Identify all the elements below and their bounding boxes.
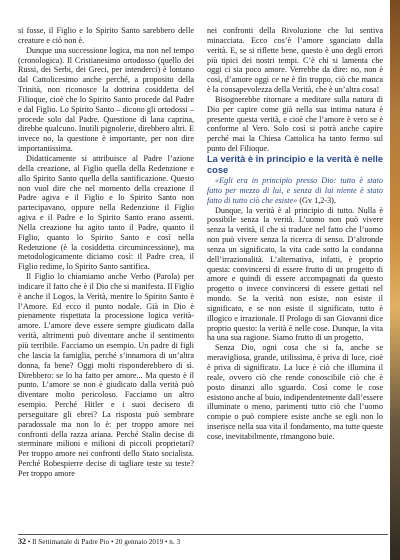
page-footer xyxy=(18,534,388,546)
right-column xyxy=(207,26,383,442)
paragraph: Il Figlio lo chiamiamo anche Verbo (Parola) per indicare il fatto che è il Dio che si manifesta. Il Figlio è anche il Logos, la Verità, mentre lo Spirito Santo è l’Amore. Ed ecco il punto nodale. Già in Dio è pienamente rispettata la processione logica verità-amore. L’amore deve essere sempre giudicato dalla verità, altrimenti può diventare anche il sentimento più terribile. Facciamo un esempio. Un padre di figli che lascia la famiglia, perché s’innamora di un’altra donna, fa bene? Oggi molti risponderebbero di sì. Direbbero: se lo ha fatto per amore... Ma questo è il punto. L’amore se non è giudicato dalla verità può diventare molto pericoloso. Facciamo un altro esempio. Perché Hitler e i suoi decisero di perseguitare gli ebrei? La risposta può sembrare paradossale ma non lo è: per troppo amore nei confronti della razza ariana. Perché Stalin decise di sterminare milioni e milioni di piccoli proprietari? Per troppo amore nei confronti dello Stato socialista. Perché Robespierre decise di tagliare teste su teste? Per troppo amore xyxy=(18,272,194,478)
paragraph: Didatticamente si attribuisce al Padre l’azione della creazione, al Figlio quella della Redenzione e allo Spirito Santo quella della santificazione. Questo non vuol dire che nel momento della creazione il Padre agiva e il Figlio e lo Spirito Santo non partecipavano, oppure nella Redenzione il Figlio agiva e il Padre e lo Spirito Santo erano assenti. Nella creazione ha agito tanto il Padre, quanto il Figlio, quanto lo Spirito Santo e così nella Redenzione (è la cosiddetta circumincessione), ma metodologicamente diciamo così: il Padre crea, il Figlio redime, lo Spirito Santo santifica. xyxy=(18,153,194,272)
paragraph: Dunque una successione logica, ma non nel tempo (cronologica). Il Cristianesimo ortodosso (quello dei Russi, dei Serbi, dei Greci, per intenderci) è lontano dal Cattolicesimo anche perché, a proposito della Trinità, non riconosce la dottrina cosiddetta del Filioque, cioè che lo Spirito Santo procede dal Padre e dal Figlio. Lo Spirito Santo – dicono gli ortodossi – procede solo dal Padre. Questione di lana caprina, direbbe qualcuno. Inutili pignolerie, direbbero altri. E invece no, la questione è importante, per non dire importantissima. xyxy=(18,45,194,154)
decorative-photo-strip xyxy=(390,0,400,560)
left-column xyxy=(18,26,194,479)
scripture-quote xyxy=(207,176,383,206)
section-heading: La verità è in principio e la verità è nelle cose xyxy=(207,153,383,175)
paragraph: si fosse, il Figlio e lo Spirito Santo sarebbero delle creature e ciò non è. xyxy=(18,26,194,45)
paragraph: Dunque, la verità è al principio di tutto. Nulla è possibile senza la verità. L’uomo non può vivere senza la verità, il che si traduce nel fatto che l’uomo non può vivere senza la ricerca di senso. D’altronde senza un significato, la vita cade sotto la condanna dell’irrazionalità. L’alternativa, infatti, è proprio questa: convincersi di essere frutto di un progetto di amore e quindi di essere accompagnati da questo progetto o invece convincersi di essere gettati nel mondo. Se la verità non esiste, non esiste il significato, e se non esiste il significato, tutto è illogico e irrazionale. Il Prologo di san Giovanni dice proprio questo: la verità è nelle cose. Dunque, la vita ha una sua ragione. Siamo frutto di un progetto. xyxy=(207,205,383,343)
paragraph: Senza Dio, ogni cosa che si fa, anche se meravigliosa, grande, utilissima, è priva di luce, cioè è priva di significato. La luce è ciò che illumina il reale, ovvero ciò che rende conoscibile ciò che è posto dinanzi allo sguardo. Così come le cose esistono anche al buio, indipendentemente dall’essere illuminate o meno, parimenti tutto ciò che l’uomo compie o può compiere esiste anche se egli non lo inserisce nella sua vita il fondamento, ma tutte queste cose, inevitabilmente, rimangono buie. xyxy=(207,343,383,441)
paragraph: nei confronti della Rivoluzione che lui sentiva minacciata. Ecco cos’è l’amore sganciato dalla verità. E, se si riflette bene, questo è uno degli errori più tipici dei nostri tempi. C’è chi si lamenta che oggi ci sia poco amore. Verrebbe da dire: no, non è così, d’amore oggi ce ne è fin troppo, ciò che manca è la consapevolezza della Verità, che è un’altra cosa! xyxy=(207,26,383,95)
footer-publication: • Il Settimanale di Padre Pio • 20 gennaio 2019 • n. 3 xyxy=(27,538,181,546)
page-number: 32 xyxy=(18,537,26,546)
quote-reference: (Gv 1,2-3). xyxy=(299,195,336,205)
quote-text: «Egli era in principio presso Dio: tutto è stato fatto per mezzo di lui, e senza di lui niente è stato fatto di tutto ciò che esiste» xyxy=(207,175,383,205)
paragraph: Bisognerebbe ritornare a meditare sulla natura di Dio per capire come già nella sua intima natura è presente questa verità, e cioè che l’amore è vero se è conforme al Vero. Solo così si potrà anche capire perché mai la Chiesa Cattolica ha tanto fermo sul punto del Filioque. xyxy=(207,94,383,154)
